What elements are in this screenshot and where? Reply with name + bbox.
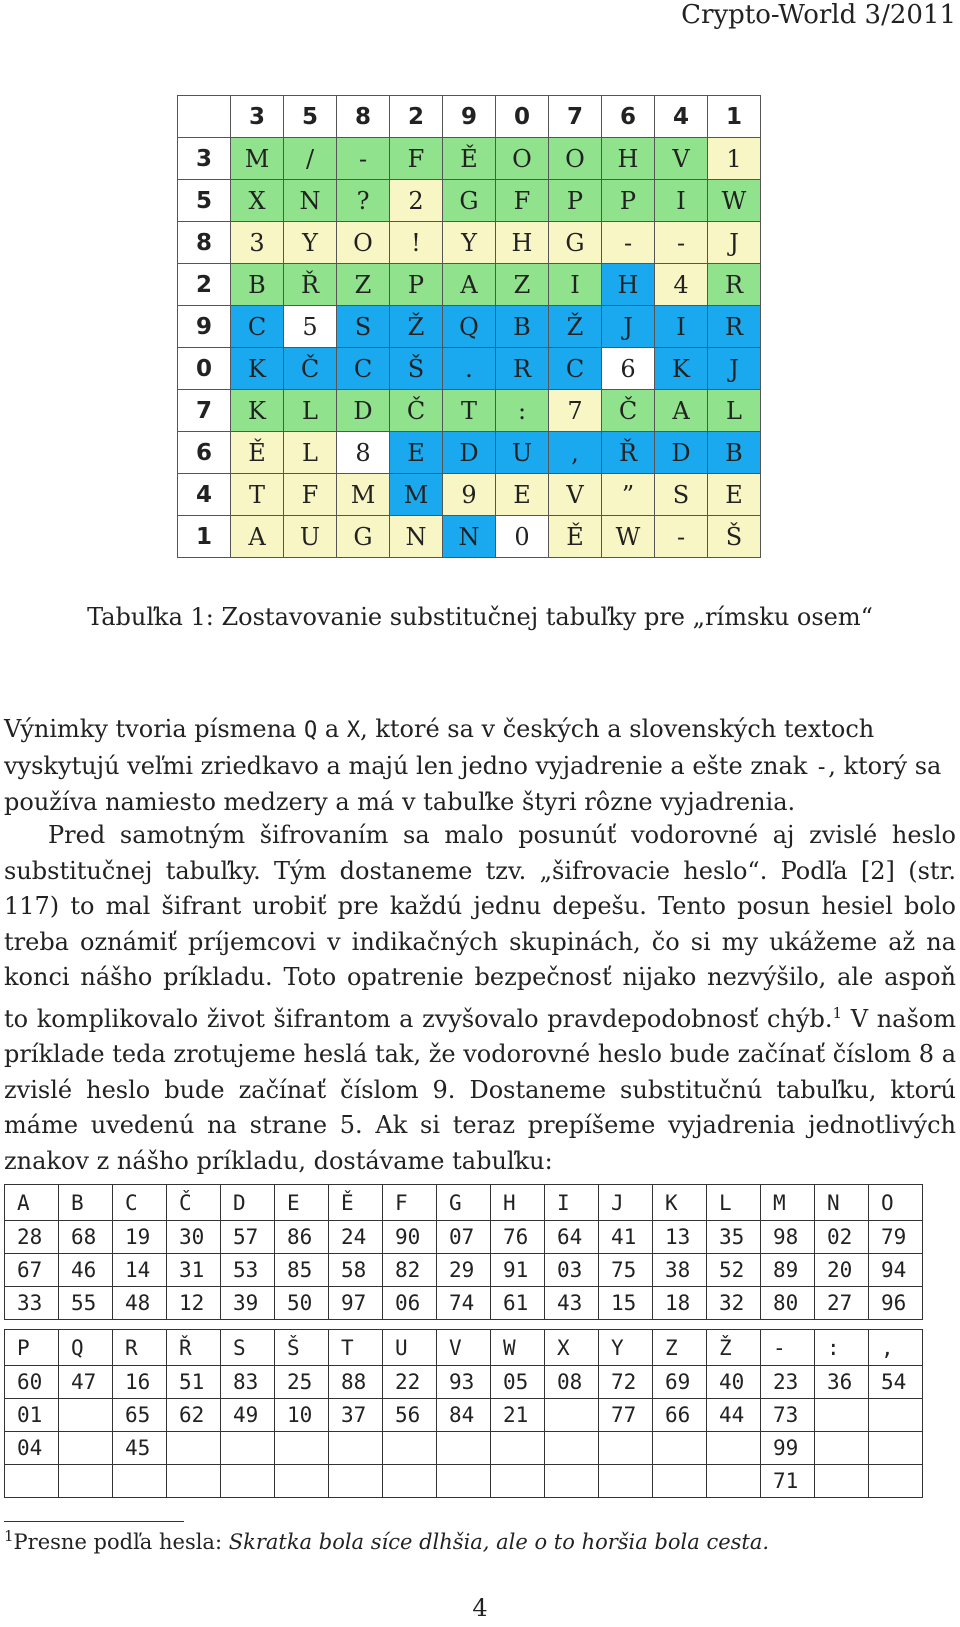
code-table-2 — [4, 1329, 923, 1498]
code-table-cell: 43 — [545, 1287, 599, 1320]
code-table-cell: 50 — [275, 1287, 329, 1320]
code-table-cell: 27 — [815, 1287, 869, 1320]
text-run: a — [317, 715, 347, 743]
page-number: 4 — [472, 1594, 488, 1622]
code-table-cell: 05 — [491, 1366, 545, 1399]
code-table-cell: 06 — [383, 1287, 437, 1320]
code-table-cell: 57 — [221, 1221, 275, 1254]
row-key: 9 — [178, 306, 231, 348]
grid-cell: L — [284, 432, 337, 474]
code-table-cell — [707, 1432, 761, 1465]
running-header: Crypto-World 3/2011 — [681, 0, 956, 30]
code-table-cell — [599, 1465, 653, 1498]
code-table-header-cell: Q — [59, 1330, 113, 1366]
text-run: Výnimky tvoria písmena — [4, 715, 304, 743]
code-table-cell: 90 — [383, 1221, 437, 1254]
grid-cell: N — [390, 516, 443, 558]
code-table-cell: 28 — [5, 1221, 59, 1254]
grid-cell: R — [708, 264, 761, 306]
code-table-cell: 55 — [59, 1287, 113, 1320]
grid-cell: N — [284, 180, 337, 222]
grid-cell: Ě — [443, 138, 496, 180]
grid-cell: K — [231, 390, 284, 432]
grid-cell: T — [443, 390, 496, 432]
code-table-header-cell: Ž — [707, 1330, 761, 1366]
code-table-header-cell: V — [437, 1330, 491, 1366]
code-table-cell: 33 — [5, 1287, 59, 1320]
grid-cell: G — [337, 516, 390, 558]
code-table-header-cell: : — [815, 1330, 869, 1366]
code-table-header-cell: S — [221, 1330, 275, 1366]
code-table-cell — [437, 1432, 491, 1465]
grid-cell: S — [655, 474, 708, 516]
text-run: , ktoré sa v českých a slovenských textoch vyskytujú veľmi zriedkavo a majú len jedno vyjadrenie a ešte znak — [4, 715, 875, 780]
column-key: 8 — [337, 96, 390, 138]
code-table-cell — [815, 1399, 869, 1432]
grid-cell: 7 — [549, 390, 602, 432]
grid-cell: I — [655, 180, 708, 222]
grid-cell: O — [496, 138, 549, 180]
code-table-cell: 51 — [167, 1366, 221, 1399]
grid-cell: - — [655, 222, 708, 264]
code-table-cell: 47 — [59, 1366, 113, 1399]
code-table-header-cell: G — [437, 1185, 491, 1221]
grid-cell: D — [337, 390, 390, 432]
grid-cell: J — [708, 348, 761, 390]
code-table-cell: 65 — [113, 1399, 167, 1432]
grid-cell: I — [655, 306, 708, 348]
grid-cell: A — [443, 264, 496, 306]
grid-cell: S — [337, 306, 390, 348]
code-table-cell: 97 — [329, 1287, 383, 1320]
code-table-cell: 04 — [5, 1432, 59, 1465]
grid-cell: C — [337, 348, 390, 390]
grid-cell: C — [231, 306, 284, 348]
code-table-cell: 38 — [653, 1254, 707, 1287]
grid-cell: E — [496, 474, 549, 516]
code-table-cell: 82 — [383, 1254, 437, 1287]
code-table-cell: 69 — [653, 1366, 707, 1399]
code-table-cell: 41 — [599, 1221, 653, 1254]
grid-cell: 5 — [284, 306, 337, 348]
text-run: Pred samotným šifrovaním sa malo posunúť vodorovné aj zvislé heslo substitučnej tabuľky. Tým dostaneme tzv. „šifrovacie heslo“. Podľa [2] (str. 117) to mal šifrant urobiť pre každú jednu depešu. Tento posun hesiel bolo treba oznámiť príjemcovi v indikačných skupinách, čo si my ukážeme až na konci nášho príkladu. Toto opatrenie bezpečnosť nijako nezvýšilo, ale aspoň to komplikovalo život šifrantom a zvyšovalo pravdepodobnosť chýb. — [4, 821, 956, 1033]
code-table-cell: 83 — [221, 1366, 275, 1399]
grid-cell: 0 — [496, 516, 549, 558]
paragraph-rotation — [4, 818, 956, 1179]
code-table-header-cell: K — [653, 1185, 707, 1221]
code-table-cell: 53 — [221, 1254, 275, 1287]
column-key: 6 — [602, 96, 655, 138]
code-table-cell — [167, 1432, 221, 1465]
grid-cell: M — [337, 474, 390, 516]
grid-cell: F — [390, 138, 443, 180]
code-table-cell — [545, 1465, 599, 1498]
code-table-cell — [815, 1465, 869, 1498]
row-key: 2 — [178, 264, 231, 306]
code-table-header-cell: Ř — [167, 1330, 221, 1366]
grid-cell: , — [549, 432, 602, 474]
code-table-cell: 22 — [383, 1366, 437, 1399]
column-key: 3 — [231, 96, 284, 138]
letter-q: Q — [304, 718, 318, 743]
letter-x: X — [346, 718, 361, 743]
code-table-header-cell: L — [707, 1185, 761, 1221]
code-table-header-cell: I — [545, 1185, 599, 1221]
grid-cell: . — [443, 348, 496, 390]
text-run: V našom príklade teda zrotujeme heslá tak, že vodorovné heslo bude začínať číslom 8 a zvislé heslo bude začínať číslom 9. Dostaneme substitučnú tabuľku, ktorú máme uvedenú na strane 5. Ak si teraz prepíšeme vyjadrenia jednotlivých znakov z nášho príkladu, dostávame tabuľku: — [4, 1004, 956, 1175]
row-key: 7 — [178, 390, 231, 432]
grid-cell: Q — [443, 306, 496, 348]
grid-cell: H — [496, 222, 549, 264]
grid-cell: F — [284, 474, 337, 516]
code-table-cell: 18 — [653, 1287, 707, 1320]
grid-cell: D — [443, 432, 496, 474]
grid-cell: A — [231, 516, 284, 558]
grid-cell: P — [390, 264, 443, 306]
column-key: 4 — [655, 96, 708, 138]
code-table-cell — [869, 1465, 923, 1498]
code-table-cell: 52 — [707, 1254, 761, 1287]
code-table-cell: 71 — [761, 1465, 815, 1498]
code-table-cell: 93 — [437, 1366, 491, 1399]
grid-cell: 2 — [390, 180, 443, 222]
grid-cell: V — [549, 474, 602, 516]
grid-cell: J — [708, 222, 761, 264]
grid-cell: M — [231, 138, 284, 180]
grid-cell: W — [602, 516, 655, 558]
row-key: 6 — [178, 432, 231, 474]
grid-cell: H — [602, 264, 655, 306]
code-table-cell: 15 — [599, 1287, 653, 1320]
substitution-grid — [177, 95, 761, 558]
grid-cell: Č — [390, 390, 443, 432]
grid-cell: G — [443, 180, 496, 222]
code-table-cell: 62 — [167, 1399, 221, 1432]
code-table-cell: 49 — [221, 1399, 275, 1432]
code-table-cell: 01 — [5, 1399, 59, 1432]
code-table-cell: 74 — [437, 1287, 491, 1320]
footnote-text: Presne podľa hesla: — [13, 1530, 229, 1554]
grid-cell: Š — [708, 516, 761, 558]
grid-cell: G — [549, 222, 602, 264]
code-table-header-cell: , — [869, 1330, 923, 1366]
code-table-header-cell: X — [545, 1330, 599, 1366]
code-table-cell — [59, 1432, 113, 1465]
code-table-cell — [599, 1432, 653, 1465]
code-table-cell — [545, 1399, 599, 1432]
code-table-cell: 37 — [329, 1399, 383, 1432]
footnote-rule — [4, 1521, 184, 1522]
grid-cell: ? — [337, 180, 390, 222]
grid-cell: B — [496, 306, 549, 348]
code-table-header-cell: B — [59, 1185, 113, 1221]
code-table-cell: 96 — [869, 1287, 923, 1320]
code-table-cell: 72 — [599, 1366, 653, 1399]
code-table-header-cell: U — [383, 1330, 437, 1366]
grid-cell: 1 — [708, 138, 761, 180]
code-table-cell: 16 — [113, 1366, 167, 1399]
code-table-cell — [5, 1465, 59, 1498]
code-table-cell: 13 — [653, 1221, 707, 1254]
grid-cell: Ř — [602, 432, 655, 474]
footnote — [4, 1527, 769, 1554]
grid-cell: M — [390, 474, 443, 516]
code-table-cell: 84 — [437, 1399, 491, 1432]
grid-cell: Ž — [390, 306, 443, 348]
code-table-header-cell: A — [5, 1185, 59, 1221]
grid-cell: R — [708, 306, 761, 348]
code-table-cell: 08 — [545, 1366, 599, 1399]
code-table-cell: 80 — [761, 1287, 815, 1320]
row-key: 4 — [178, 474, 231, 516]
code-table-cell — [167, 1465, 221, 1498]
paragraph-exceptions — [4, 712, 956, 821]
code-table-cell: 99 — [761, 1432, 815, 1465]
grid-cell: Ě — [549, 516, 602, 558]
code-table-cell: 88 — [329, 1366, 383, 1399]
footnote-quote: Skratka bola síce dlhšia, ale o to horšia bola cesta. — [228, 1530, 770, 1554]
code-table-cell: 20 — [815, 1254, 869, 1287]
code-table-header-cell: N — [815, 1185, 869, 1221]
code-table-cell: 61 — [491, 1287, 545, 1320]
code-table-header-cell: J — [599, 1185, 653, 1221]
code-table-cell: 48 — [113, 1287, 167, 1320]
grid-cell: E — [390, 432, 443, 474]
code-table-cell: 79 — [869, 1221, 923, 1254]
grid-cell: 4 — [655, 264, 708, 306]
code-table-cell: 12 — [167, 1287, 221, 1320]
grid-cell: A — [655, 390, 708, 432]
code-table-cell: 46 — [59, 1254, 113, 1287]
grid-cell: N — [443, 516, 496, 558]
code-table-cell: 02 — [815, 1221, 869, 1254]
code-table-header-cell: D — [221, 1185, 275, 1221]
code-table-cell — [221, 1465, 275, 1498]
grid-cell: K — [655, 348, 708, 390]
code-table-cell: 45 — [113, 1432, 167, 1465]
code-table-cell — [491, 1465, 545, 1498]
code-table-cell: 64 — [545, 1221, 599, 1254]
grid-cell: Ž — [549, 306, 602, 348]
code-table-cell — [383, 1465, 437, 1498]
footnote-reference[interactable]: 1 — [832, 1003, 843, 1022]
column-key: 1 — [708, 96, 761, 138]
code-table-header-cell: Š — [275, 1330, 329, 1366]
code-table-cell — [707, 1465, 761, 1498]
code-table-cell — [275, 1432, 329, 1465]
code-table-cell: 58 — [329, 1254, 383, 1287]
code-table-cell: 07 — [437, 1221, 491, 1254]
grid-cell: L — [284, 390, 337, 432]
code-table-cell: 76 — [491, 1221, 545, 1254]
code-table-cell: 30 — [167, 1221, 221, 1254]
code-table-cell — [59, 1399, 113, 1432]
code-table-cell: 77 — [599, 1399, 653, 1432]
code-table-header-cell: Č — [167, 1185, 221, 1221]
code-table-cell: 73 — [761, 1399, 815, 1432]
code-table-cell: 31 — [167, 1254, 221, 1287]
code-table-cell — [329, 1465, 383, 1498]
code-table-cell: 98 — [761, 1221, 815, 1254]
code-table-header-cell: - — [761, 1330, 815, 1366]
dash-symbol: - — [814, 754, 829, 780]
code-table-1 — [4, 1184, 923, 1320]
grid-cell: Č — [602, 390, 655, 432]
code-table-header-cell: C — [113, 1185, 167, 1221]
grid-cell: F — [496, 180, 549, 222]
code-table-cell: 75 — [599, 1254, 653, 1287]
grid-cell: W — [708, 180, 761, 222]
code-table-header-cell: H — [491, 1185, 545, 1221]
grid-cell: - — [337, 138, 390, 180]
code-table-cell: 89 — [761, 1254, 815, 1287]
code-table-header-cell: O — [869, 1185, 923, 1221]
code-table-cell: 14 — [113, 1254, 167, 1287]
code-table-cell: 32 — [707, 1287, 761, 1320]
code-table-header-cell: P — [5, 1330, 59, 1366]
code-table-cell — [545, 1432, 599, 1465]
code-table-cell: 29 — [437, 1254, 491, 1287]
code-table-header-cell: Y — [599, 1330, 653, 1366]
code-table-cell: 67 — [5, 1254, 59, 1287]
grid-cell: R — [496, 348, 549, 390]
grid-cell: Č — [284, 348, 337, 390]
grid-cell: : — [496, 390, 549, 432]
text-run: , ktorý sa používa namiesto medzery a má v tabuľke štyri rôzne vyjadrenia. — [4, 751, 942, 816]
code-table-cell — [383, 1432, 437, 1465]
code-table-header-cell: E — [275, 1185, 329, 1221]
table-caption: Tabuľka 1: Zostavovanie substitučnej tabuľky pre „rímsku osem“ — [87, 603, 873, 631]
grid-cell: C — [549, 348, 602, 390]
grid-cell: J — [602, 306, 655, 348]
code-table-cell: 35 — [707, 1221, 761, 1254]
grid-cell: U — [284, 516, 337, 558]
row-key: 0 — [178, 348, 231, 390]
code-table-cell — [329, 1432, 383, 1465]
grid-cell: - — [602, 222, 655, 264]
code-table-cell: 56 — [383, 1399, 437, 1432]
grid-cell: Z — [337, 264, 390, 306]
code-table-cell: 94 — [869, 1254, 923, 1287]
code-table-cell — [869, 1432, 923, 1465]
code-table-cell — [221, 1432, 275, 1465]
code-table-cell: 54 — [869, 1366, 923, 1399]
grid-cell: K — [231, 348, 284, 390]
code-table-cell: 91 — [491, 1254, 545, 1287]
column-key: 9 — [443, 96, 496, 138]
grid-cell: X — [231, 180, 284, 222]
code-table-header-cell: R — [113, 1330, 167, 1366]
code-table-cell: 86 — [275, 1221, 329, 1254]
grid-cell: O — [337, 222, 390, 264]
grid-cell: B — [708, 432, 761, 474]
code-table-cell — [113, 1465, 167, 1498]
code-table-cell: 19 — [113, 1221, 167, 1254]
code-table-cell — [275, 1465, 329, 1498]
grid-cell: O — [549, 138, 602, 180]
grid-cell: T — [231, 474, 284, 516]
grid-cell: H — [602, 138, 655, 180]
grid-cell: 9 — [443, 474, 496, 516]
grid-cell: Y — [284, 222, 337, 264]
grid-cell: U — [496, 432, 549, 474]
grid-cell: Ě — [231, 432, 284, 474]
code-table-cell: 36 — [815, 1366, 869, 1399]
grid-cell: Y — [443, 222, 496, 264]
row-key: 8 — [178, 222, 231, 264]
grid-cell: 3 — [231, 222, 284, 264]
footnote-mark: 1 — [4, 1527, 14, 1545]
column-key: 7 — [549, 96, 602, 138]
grid-cell: ” — [602, 474, 655, 516]
grid-cell: E — [708, 474, 761, 516]
code-table-header-cell: F — [383, 1185, 437, 1221]
grid-cell: Z — [496, 264, 549, 306]
column-key: 2 — [390, 96, 443, 138]
code-table-cell — [437, 1465, 491, 1498]
code-table-cell — [653, 1432, 707, 1465]
grid-cell: - — [655, 516, 708, 558]
code-table-cell: 60 — [5, 1366, 59, 1399]
grid-corner — [178, 96, 231, 138]
code-table-header-cell: Z — [653, 1330, 707, 1366]
row-key: 1 — [178, 516, 231, 558]
code-table-cell — [491, 1432, 545, 1465]
row-key: 5 — [178, 180, 231, 222]
code-table-cell — [815, 1432, 869, 1465]
code-table-cell: 10 — [275, 1399, 329, 1432]
code-table-header-cell: M — [761, 1185, 815, 1221]
code-table-cell: 23 — [761, 1366, 815, 1399]
grid-cell: ! — [390, 222, 443, 264]
grid-cell: L — [708, 390, 761, 432]
code-table-cell: 68 — [59, 1221, 113, 1254]
grid-cell: V — [655, 138, 708, 180]
grid-cell: / — [284, 138, 337, 180]
code-table-cell: 24 — [329, 1221, 383, 1254]
code-table-cell: 85 — [275, 1254, 329, 1287]
code-table-cell: 40 — [707, 1366, 761, 1399]
code-table-cell — [653, 1465, 707, 1498]
grid-cell: Ř — [284, 264, 337, 306]
code-table-cell: 25 — [275, 1366, 329, 1399]
code-table-header-cell: Ě — [329, 1185, 383, 1221]
grid-cell: P — [549, 180, 602, 222]
code-table-cell: 66 — [653, 1399, 707, 1432]
grid-cell: 8 — [337, 432, 390, 474]
column-key: 5 — [284, 96, 337, 138]
grid-cell: P — [602, 180, 655, 222]
code-table-cell: 44 — [707, 1399, 761, 1432]
code-table-cell — [869, 1399, 923, 1432]
code-table-cell: 03 — [545, 1254, 599, 1287]
code-table-header-cell: W — [491, 1330, 545, 1366]
grid-cell: Š — [390, 348, 443, 390]
column-key: 0 — [496, 96, 549, 138]
code-table-cell: 21 — [491, 1399, 545, 1432]
grid-cell: D — [655, 432, 708, 474]
row-key: 3 — [178, 138, 231, 180]
grid-cell: 6 — [602, 348, 655, 390]
code-table-cell — [59, 1465, 113, 1498]
grid-cell: B — [231, 264, 284, 306]
grid-cell: I — [549, 264, 602, 306]
code-table-header-cell: T — [329, 1330, 383, 1366]
code-table-cell: 39 — [221, 1287, 275, 1320]
